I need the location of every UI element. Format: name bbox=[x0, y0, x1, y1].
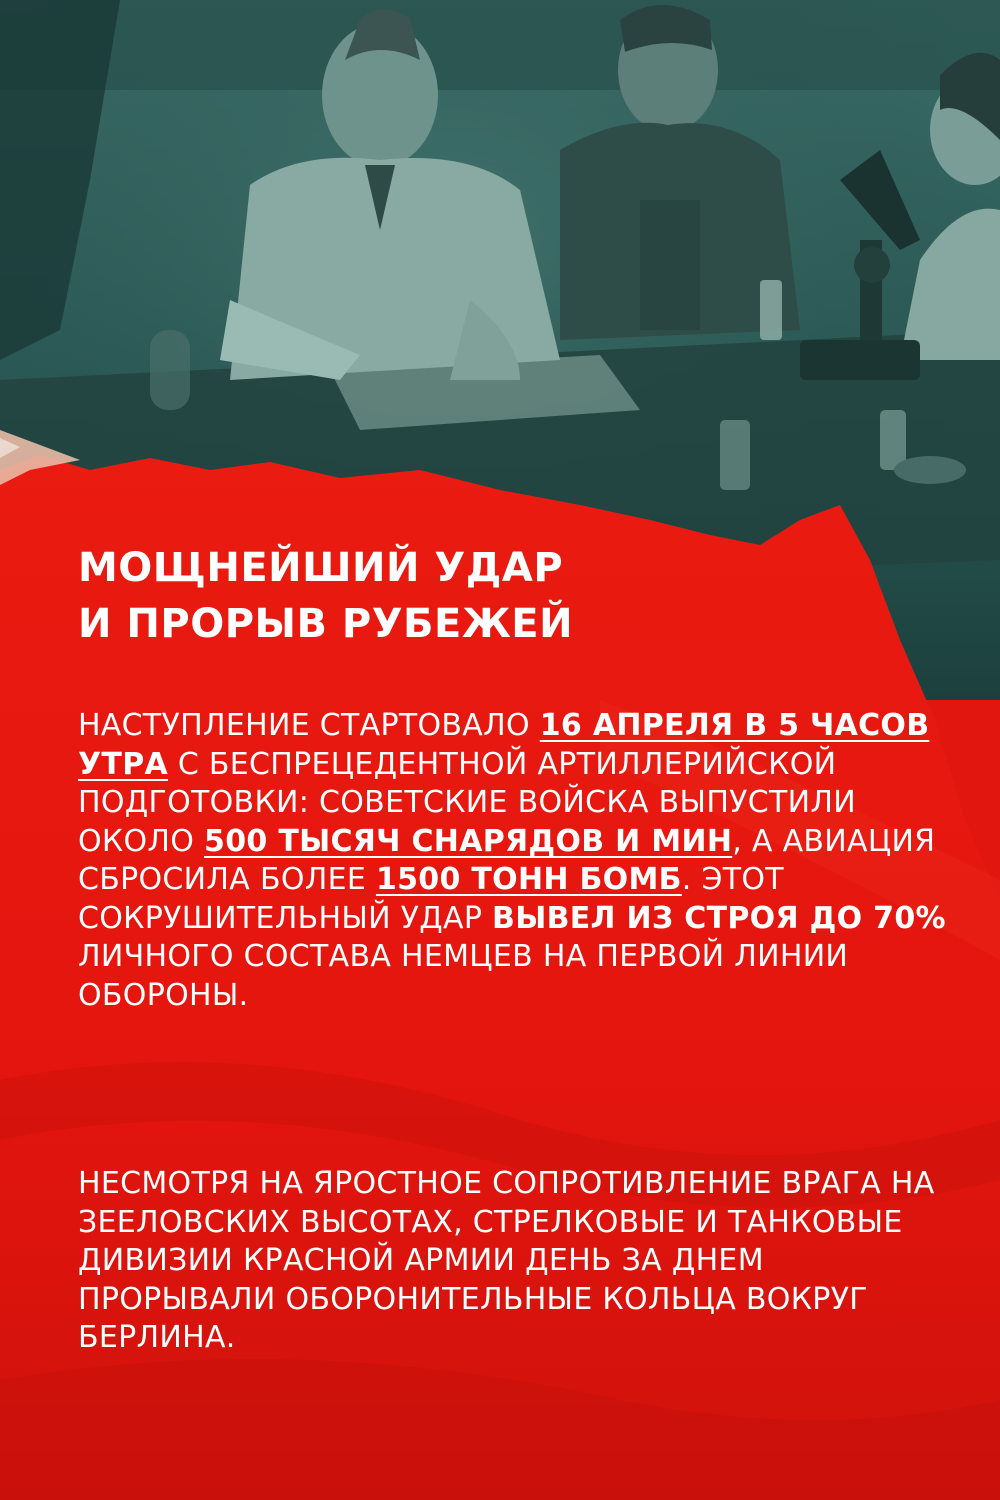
emphasis-casualties: ВЫВЕЛ ИЗ СТРОЯ ДО 70% bbox=[492, 900, 946, 936]
p1-text-1: НАСТУПЛЕНИЕ СТАРТОВАЛО bbox=[78, 708, 540, 743]
p1-text-5: ЛИЧНОГО СОСТАВА НЕМЦЕВ НА ПЕРВОЙ ЛИНИИ ОБОРОНЫ. bbox=[78, 939, 849, 1013]
headline-line-2: И ПРОРЫВ РУБЕЖЕЙ bbox=[78, 601, 574, 647]
p1-text-2: С БЕСПРЕЦЕДЕНТНОЙ АРТИЛЛЕРИЙСКОЙ ПОДГОТОВКИ: СОВЕТСКИЕ ВОЙСКА ВЫПУСТИЛИ ОКОЛО bbox=[78, 746, 856, 859]
p2-text: НЕСМОТРЯ НА ЯРОСТНОЕ СОПРОТИВЛЕНИЕ ВРАГА НА ЗЕЕЛОВСКИХ ВЫСОТАХ, СТРЕЛКОВЫЕ И ТАНКОВЫЕ ДИВИЗИИ КРАСНОЙ АРМИИ ДЕНЬ ЗА ДНЕМ ПРОРЫВАЛИ ОБОРОНИТЕЛЬНЫЕ КОЛЬЦА ВОКРУГ БЕРЛИНА. bbox=[78, 1166, 935, 1355]
paragraph-breakthrough bbox=[78, 1165, 958, 1358]
headline bbox=[78, 540, 938, 652]
paragraph-offensive bbox=[78, 707, 958, 1015]
highlight-bombs: 1500 ТОНН БОМБ bbox=[375, 862, 682, 897]
p1-text-4: . ЭТОТ СОКРУШИТЕЛЬНЫЙ УДАР bbox=[78, 862, 784, 936]
headline-line-1: МОЩНЕЙШИЙ УДАР bbox=[78, 545, 564, 591]
highlight-shells: 500 ТЫСЯЧ СНАРЯДОВ И МИН bbox=[204, 823, 733, 859]
p1-text-3: , А АВИАЦИЯ СБРОСИЛА БОЛЕЕ bbox=[78, 823, 936, 897]
highlight-date: 16 АПРЕЛЯ В 5 ЧАСОВ УТРА bbox=[78, 708, 930, 782]
